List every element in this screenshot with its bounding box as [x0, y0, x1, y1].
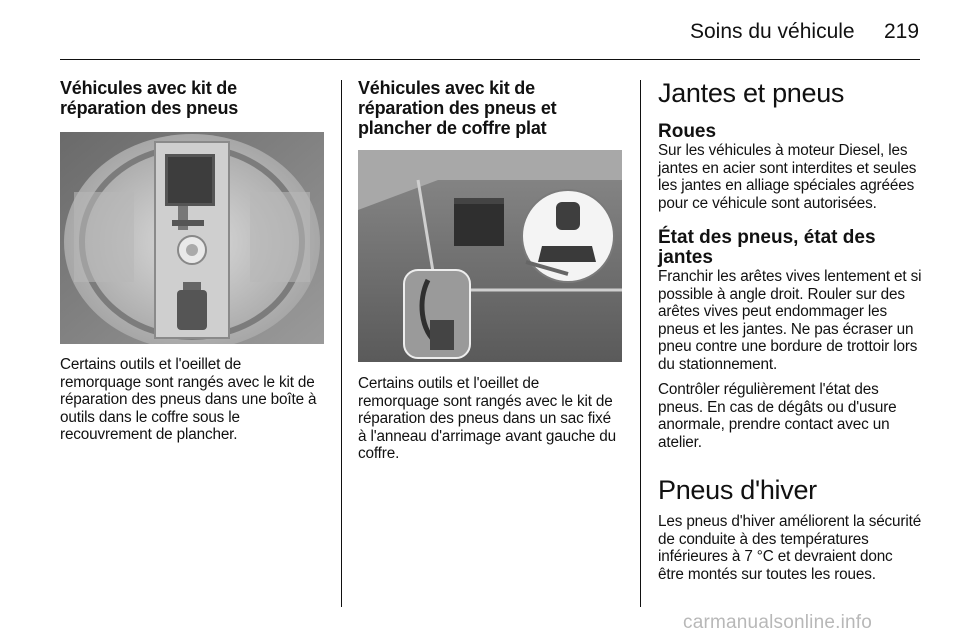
figure-trunk-bag [358, 150, 622, 362]
wheels-text: Sur les véhicules à moteur Diesel, les jantes en acier sont interdites et seules les jantes en alliage spéciales agréées pour ce véhicule sont autorisées. [658, 142, 917, 212]
column-2 [358, 78, 622, 463]
page-header-title: Soins du véhicule [690, 20, 855, 43]
section-title-winter-tyres: Pneus d'hiver [658, 475, 817, 505]
section-heading-toolkit: Véhicules avec kit de réparation des pneus [60, 78, 239, 118]
toolkit-description: Certains outils et l'oeillet de remorquage sont rangés avec le kit de réparation des pneus dans une boîte à outils dans le coffre sous le recouvrement de plancher. [60, 356, 317, 443]
tyre-condition-text-1: Franchir les arêtes vives lentement et si possible à angle droit. Rouler sur des arêtes vives peut endommager les pneus et les jantes. Ne pas écraser un pneu contre une bordure de trottoir lors du stationnement. [658, 268, 922, 373]
flat-floor-description: Certains outils et l'oeillet de remorquage sont rangés avec le kit de réparation des pneus dans un sac fixé à l'anneau d'arrimage avant gauche du coffre. [358, 375, 616, 462]
tyre-condition-text-2: Contrôler régulièrement l'état des pneus. En cas de dégâts ou d'usure anormale, prendre contact avec un atelier. [658, 381, 897, 451]
column-divider-1 [341, 80, 342, 607]
watermark: carmanualsonline.info [683, 612, 873, 633]
figure-trunk-toolbox [60, 132, 324, 344]
winter-tyres-text: Les pneus d'hiver améliorent la sécurité de conduite à des températures inférieures à 7 °C et devraient donc être montés sur toutes les roues. [658, 513, 922, 583]
section-heading-flat-floor: Véhicules avec kit de réparation des pneus et plancher de coffre plat [358, 78, 557, 138]
header-rule [60, 59, 920, 60]
section-title-wheels-tyres: Jantes et pneus [658, 78, 845, 108]
heading-wheels: Roues [658, 121, 717, 142]
page-number: 219 [884, 20, 920, 43]
column-3 [658, 78, 922, 583]
column-1 [60, 78, 324, 444]
heading-tyre-condition: État des pneus, état des jantes [658, 227, 876, 268]
column-divider-2 [640, 80, 641, 607]
